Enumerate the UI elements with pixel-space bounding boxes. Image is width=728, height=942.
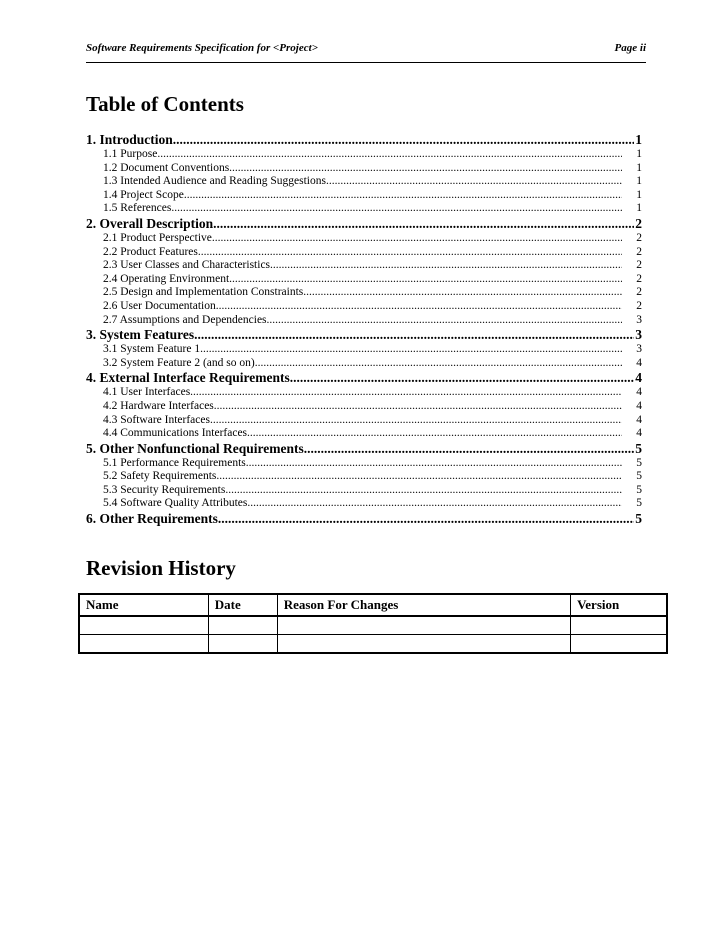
toc-dot-leader (173, 132, 634, 148)
toc-subsection-link[interactable] (86, 148, 642, 162)
toc-entry-label: 2.3 User Classes and Characteristics (103, 259, 271, 272)
toc-section-link[interactable] (86, 216, 642, 232)
toc-dot-leader (247, 427, 622, 441)
toc-entry-page: 3 (636, 313, 642, 326)
revision-history-title: Revision History (86, 556, 236, 580)
toc-subsection-link[interactable] (86, 189, 642, 203)
toc-entry-page: 1 (636, 161, 642, 174)
revision-history-table (78, 593, 668, 654)
table-cell[interactable] (79, 635, 208, 654)
toc-entry-page: 3 (635, 327, 642, 343)
toc-entry-page: 2 (636, 259, 642, 272)
header-document-title: Software Requirements Specification for <Project> (86, 42, 318, 54)
toc-subsection-link[interactable] (86, 175, 642, 189)
table-row (79, 616, 667, 635)
toc-entry-label: 3. System Features (86, 327, 195, 343)
toc-dot-leader (198, 246, 622, 260)
toc-entry-label: 2.1 Product Perspective (103, 231, 212, 244)
toc-subsection-link[interactable] (86, 232, 642, 246)
toc-subsection-link[interactable] (86, 484, 642, 498)
toc-dot-leader (216, 300, 622, 314)
toc-subsection-link[interactable] (86, 273, 642, 287)
toc-entry-label: 4.2 Hardware Interfaces (103, 399, 214, 412)
toc-entry-label: 2. Overall Description (86, 215, 214, 231)
toc-dot-leader (255, 357, 622, 371)
toc-dot-leader (218, 511, 634, 527)
toc-entry-page: 4 (636, 386, 642, 399)
toc-dot-leader (216, 470, 622, 484)
column-header-date: Date (208, 594, 277, 616)
toc-subsection-link[interactable] (86, 343, 642, 357)
toc-subsection-link[interactable] (86, 314, 642, 328)
toc-dot-leader (213, 216, 634, 232)
header-divider (86, 62, 646, 63)
toc-dot-leader (214, 400, 622, 414)
toc-dot-leader (246, 457, 622, 471)
toc-section-link[interactable] (86, 327, 642, 343)
toc-section-link[interactable] (86, 132, 642, 148)
toc-dot-leader (304, 441, 634, 457)
toc-subsection-link[interactable] (86, 357, 642, 371)
toc-entry-page: 5 (636, 497, 642, 510)
toc-subsection-link[interactable] (86, 497, 642, 511)
toc-entry-label: 2.2 Product Features (103, 245, 198, 258)
toc-subsection-link[interactable] (86, 246, 642, 260)
toc-entry-page: 5 (636, 483, 642, 496)
toc-entry-label: 1.3 Intended Audience and Reading Suggestions (103, 175, 326, 188)
toc-entry-label: 2.7 Assumptions and Dependencies (103, 313, 267, 326)
column-header-name: Name (79, 594, 208, 616)
toc-entry-label: 4.4 Communications Interfaces (103, 427, 248, 440)
toc-section-link[interactable] (86, 441, 642, 457)
toc-dot-leader (200, 343, 622, 357)
toc-dot-leader (225, 484, 622, 498)
toc-dot-leader (229, 273, 622, 287)
toc-dot-leader (247, 497, 622, 511)
table-cell[interactable] (208, 616, 277, 635)
toc-title: Table of Contents (86, 92, 244, 116)
toc-entry-label: 4.3 Software Interfaces (103, 413, 210, 426)
toc-subsection-link[interactable] (86, 427, 642, 441)
toc-dot-leader (267, 314, 622, 328)
toc-entry-label: 2.5 Design and Implementation Constraints (103, 286, 304, 299)
column-header-version: Version (571, 594, 667, 616)
toc-subsection-link[interactable] (86, 457, 642, 471)
table-cell[interactable] (277, 635, 570, 654)
toc-entry-page: 4 (636, 356, 642, 369)
toc-entry-page: 2 (636, 299, 642, 312)
toc-section-link[interactable] (86, 511, 642, 527)
toc-dot-leader (190, 386, 622, 400)
table-row (79, 635, 667, 654)
table-cell[interactable] (208, 635, 277, 654)
table-cell[interactable] (571, 616, 667, 635)
toc-entry-label: 4.1 User Interfaces (103, 386, 191, 399)
toc-entry-page: 5 (636, 456, 642, 469)
table-header-row (79, 594, 667, 616)
toc-entry-page: 1 (636, 175, 642, 188)
toc-dot-leader (212, 232, 622, 246)
table-cell[interactable] (571, 635, 667, 654)
page-header (86, 42, 646, 58)
toc-subsection-link[interactable] (86, 400, 642, 414)
toc-entry-label: 1.1 Purpose (103, 148, 158, 160)
toc-entry-label: 3.2 System Feature 2 (and so on) (103, 356, 255, 369)
toc-entry-label: 5.3 Security Requirements (103, 483, 226, 496)
toc-entry-page: 2 (635, 215, 642, 231)
toc-entry-page: 1 (636, 188, 642, 201)
toc-subsection-link[interactable] (86, 414, 642, 428)
toc-subsection-link[interactable] (86, 286, 642, 300)
toc-dot-leader (229, 162, 622, 176)
toc-entry-page: 2 (636, 272, 642, 285)
toc-dot-leader (194, 327, 634, 343)
toc-entry-label: 1.5 References (103, 202, 172, 215)
toc-dot-leader (171, 202, 622, 216)
toc-dot-leader (270, 259, 622, 273)
toc-entry-label: 5.2 Safety Requirements (103, 470, 217, 483)
toc-dot-leader (210, 414, 622, 428)
toc-subsection-link[interactable] (86, 202, 642, 216)
toc-section-link[interactable] (86, 370, 642, 386)
toc-entry-page: 1 (636, 148, 642, 160)
toc-entry-label: 1.2 Document Conventions (103, 161, 230, 174)
toc-dot-leader (157, 148, 622, 162)
toc-dot-leader (303, 286, 622, 300)
table-cell[interactable] (277, 616, 570, 635)
toc-subsection-link[interactable] (86, 259, 642, 273)
toc-dot-leader (326, 175, 622, 189)
toc-subsection-link[interactable] (86, 300, 642, 314)
toc-entry-page: 5 (635, 440, 642, 456)
toc-dot-leader (184, 189, 622, 203)
toc-entry-page: 1 (636, 202, 642, 215)
toc-entry-label: 4. External Interface Requirements (86, 370, 290, 386)
toc-entry-page: 4 (636, 413, 642, 426)
toc-entry-page: 1 (635, 132, 642, 147)
table-cell[interactable] (79, 616, 208, 635)
toc-entry-page: 4 (636, 399, 642, 412)
toc-entry-label: 1. Introduction (86, 132, 173, 147)
toc-entry-page: 2 (636, 231, 642, 244)
toc-entry-page: 4 (635, 370, 642, 386)
toc-entry-label: 5. Other Nonfunctional Requirements (86, 440, 304, 456)
toc-subsection-link[interactable] (86, 470, 642, 484)
toc-entry-page: 2 (636, 286, 642, 299)
toc-entry-label: 1.4 Project Scope (103, 188, 184, 201)
toc-subsection-link[interactable] (86, 386, 642, 400)
toc-subsection-link[interactable] (86, 162, 642, 176)
toc-entry-label: 5.4 Software Quality Attributes (103, 497, 248, 510)
toc-entry-label: 6. Other Requirements (86, 511, 218, 527)
header-page-number: Page ii (614, 42, 646, 54)
column-header-reason: Reason For Changes (277, 594, 570, 616)
toc-entry-page: 5 (635, 511, 642, 527)
toc-entry-page: 3 (636, 343, 642, 356)
toc-entry-label: 5.1 Performance Requirements (103, 456, 246, 469)
toc-entry-page: 5 (636, 470, 642, 483)
toc-entry-label: 3.1 System Feature 1 (103, 343, 201, 356)
table-of-contents (86, 132, 642, 527)
toc-entry-page: 4 (636, 427, 642, 440)
toc-entry-page: 2 (636, 245, 642, 258)
toc-dot-leader (290, 370, 634, 386)
toc-entry-label: 2.4 Operating Environment (103, 272, 230, 285)
toc-entry-label: 2.6 User Documentation (103, 299, 216, 312)
